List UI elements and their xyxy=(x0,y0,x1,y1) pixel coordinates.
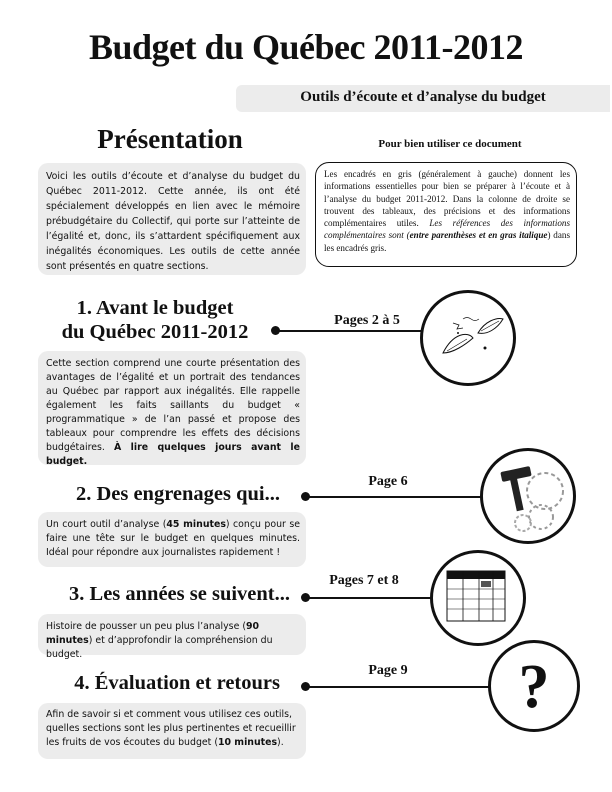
section-4-text xyxy=(46,708,300,750)
usage-text-part1: Les encadrés en gris (généralement à gauche) donnent les informations essentielles pour bien se préparer à l’écoute et à l’analyse du budget 2011-2012. Dans la colonne de droite se trouvent des tableaux, des précisions et des informations complémentaires utiles. xyxy=(324,169,570,229)
document-subtitle: Outils d’écoute et d’analyse du budget xyxy=(300,89,546,105)
section-2-connector-dot xyxy=(301,492,310,501)
section-4-text-b: ). xyxy=(277,737,284,748)
section-2-text xyxy=(46,518,300,560)
section-3-pages: Pages 7 et 8 xyxy=(329,573,399,588)
section-2-pages: Page 6 xyxy=(368,474,408,489)
usage-text-emphasis: entre parenthèses et en gras italique xyxy=(409,230,548,241)
section-2-text-b: ) conçu pour se faire une tête sur le budget en quelques minutes. Idéal pour répondre aux journalistes rapidement ! xyxy=(46,519,301,558)
section-3-connector xyxy=(305,597,435,599)
section-3-title: 3. Les années se suivent... xyxy=(69,583,290,605)
intro-text: Voici les outils d’écoute et d’analyse du budget du Québec 2011-2012. Cette année, ils ont été spécialement développés en lien avec le mémoire prébudgétaire du Collectif, qui porte sur l’atteinte de l’égalité et, donc, ils s’attardent spécifiquement aux inégalités économiques. Les outils de cette année sont présentés en quatre sections. xyxy=(46,171,300,272)
section-2-text-duration: 45 minutes xyxy=(166,519,226,530)
section-3-text xyxy=(46,620,300,662)
section-1-connector-dot xyxy=(271,326,280,335)
section-4-text-duration: 10 minutes xyxy=(217,737,278,748)
illustration-icon xyxy=(420,290,516,386)
section-1-connector xyxy=(275,330,425,332)
usage-heading: Pour bien utiliser ce document xyxy=(378,138,522,150)
section-4-pages: Page 9 xyxy=(368,663,408,678)
section-2-text-a: Un court outil d’analyse ( xyxy=(46,519,167,530)
section-3-text-a: Histoire de pousser un peu plus l’analyse ( xyxy=(46,621,246,632)
section-1-text-body: Cette section comprend une courte présentation des avantages de l’égalité et un portrait des tendances au Québec par rapport aux inégalités. Elle rappelle également les faits saillants du budget « programmatique » de l’an passé et propose des tableaux pour comprendre les effets des décisions budgétaires. xyxy=(46,358,300,453)
section-1-title xyxy=(40,296,270,344)
section-4-title: 4. Évaluation et retours xyxy=(74,672,280,694)
section-2-title: 2. Des engrenages qui... xyxy=(75,483,280,505)
section-3-text-duration: 90 minutes xyxy=(46,621,260,646)
usage-text-part2: Les références des informations complémentaires sont ( xyxy=(324,218,570,241)
section-2-connector xyxy=(305,496,485,498)
section-1-title-line2: du Québec 2011-2012 xyxy=(61,321,249,343)
section-4-text-a: Afin de savoir si et comment vous utilisez ces outils, quelles sections sont les plus pertinentes et recueillir les fruits de vos écoutes du budget ( xyxy=(46,709,296,748)
usage-text xyxy=(324,168,570,254)
section-4-connector-dot xyxy=(301,682,310,691)
presentation-heading: Présentation xyxy=(97,124,243,154)
section-1-pages: Pages 2 à 5 xyxy=(334,313,400,328)
hammer-gears-icon xyxy=(480,448,576,544)
usage-text-part4: ) dans les encadrés gris. xyxy=(324,230,570,253)
section-1-text-emphasis: À lire quelques jours avant le budget. xyxy=(46,442,300,467)
section-3-connector-dot xyxy=(301,593,310,602)
document-title: Budget du Québec 2011-2012 xyxy=(88,27,524,67)
section-1-title-line1: 1. Avant le budget xyxy=(76,297,234,319)
table-icon xyxy=(430,550,526,646)
section-1-text xyxy=(46,357,300,469)
section-3-text-b: ) et d’approfondir la compréhension du budget. xyxy=(46,635,273,660)
question-mark-glyph: ? xyxy=(518,653,550,721)
section-4-connector xyxy=(305,686,495,688)
question-mark-icon xyxy=(488,640,580,732)
